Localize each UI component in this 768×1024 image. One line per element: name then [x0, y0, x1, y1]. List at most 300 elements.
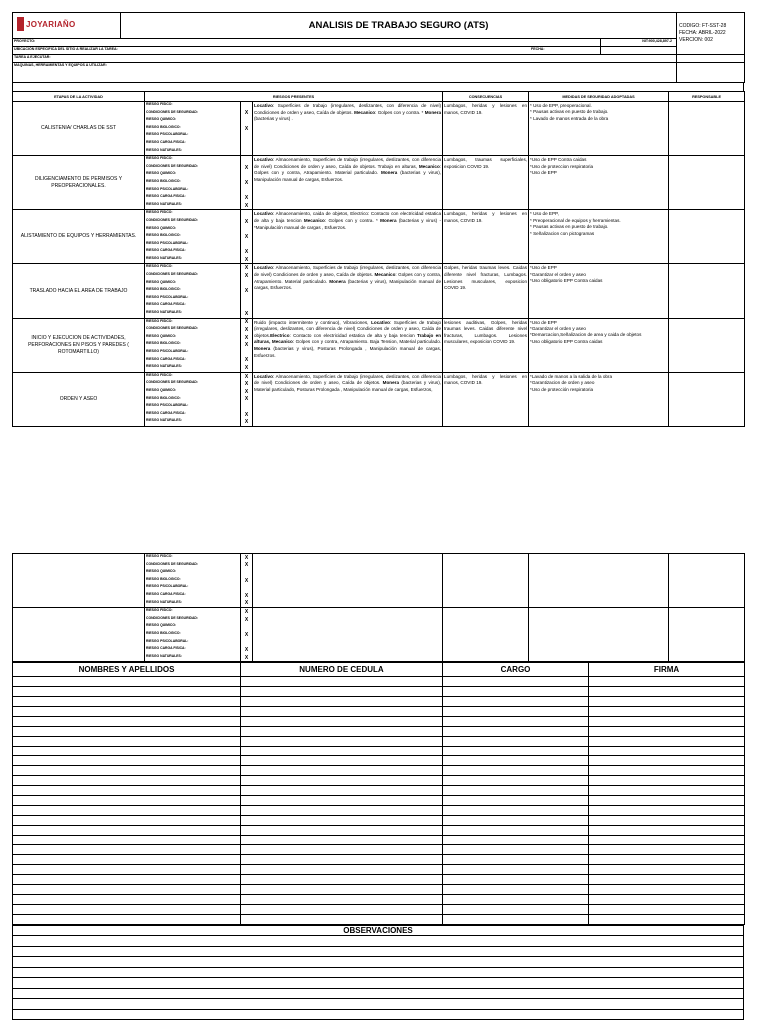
- activity-stage: ORDEN Y ASEO: [13, 372, 145, 426]
- nombre-cell[interactable]: [13, 796, 241, 806]
- risk-mark[interactable]: X: [244, 592, 249, 599]
- risk-label: RIESGO QUIMICO:: [146, 569, 177, 574]
- cargo-cell[interactable]: [443, 766, 589, 776]
- risk-label: RIESGO NATURALES:: [146, 364, 182, 369]
- risk-mark[interactable]: X: [244, 388, 249, 395]
- nombre-cell[interactable]: [13, 845, 241, 855]
- form-meta: [677, 13, 745, 55]
- firma-cell[interactable]: [589, 736, 745, 746]
- cargo-cell[interactable]: [443, 865, 589, 875]
- cargo-cell[interactable]: [443, 677, 589, 687]
- observation-line: [13, 957, 744, 968]
- activity-responsable[interactable]: [669, 608, 745, 662]
- nombre-cell[interactable]: [13, 865, 241, 875]
- firma-cell[interactable]: [589, 815, 745, 825]
- risk-mark[interactable]: X: [244, 608, 249, 615]
- risk-label: RIESGO PSICOLABORAL:: [146, 638, 189, 643]
- risk-mark[interactable]: X: [244, 319, 249, 326]
- risk-label: RIESGO NATURALES:: [146, 418, 182, 423]
- cedula-cell[interactable]: [241, 716, 443, 726]
- risk-mark[interactable]: X: [244, 288, 249, 295]
- risk-mark[interactable]: X: [244, 218, 249, 225]
- activity-responsable[interactable]: [669, 264, 745, 318]
- col-cargo: CARGO: [443, 663, 589, 677]
- nombre-cell[interactable]: [13, 766, 241, 776]
- cedula-cell[interactable]: [241, 835, 443, 845]
- activity-responsable[interactable]: [669, 372, 745, 426]
- signature-row: [13, 756, 745, 766]
- firma-cell[interactable]: [589, 855, 745, 865]
- risk-mark[interactable]: X: [244, 419, 249, 426]
- observation-cell[interactable]: [13, 978, 744, 989]
- risk-label: RIESGO CARGA FISICA:: [146, 410, 186, 415]
- cargo-cell[interactable]: [443, 796, 589, 806]
- observation-cell[interactable]: [13, 957, 744, 968]
- signature-row: [13, 697, 745, 707]
- cedula-cell[interactable]: [241, 746, 443, 756]
- nombre-cell[interactable]: [13, 697, 241, 707]
- risk-mark[interactable]: [241, 584, 252, 592]
- risk-marks: [241, 264, 253, 318]
- ubicacion-field[interactable]: [13, 47, 601, 55]
- col-riesgos: RIESGOS PRESENTES: [145, 92, 443, 102]
- cedula-cell[interactable]: [241, 697, 443, 707]
- firma-cell[interactable]: [589, 894, 745, 904]
- cargo-cell[interactable]: [443, 825, 589, 835]
- activity-responsable[interactable]: [669, 318, 745, 372]
- cargo-cell[interactable]: [443, 845, 589, 855]
- cedula-cell[interactable]: [241, 687, 443, 697]
- risk-label: RIESGO CARGA FISICA:: [146, 356, 186, 361]
- firma-cell[interactable]: [589, 716, 745, 726]
- risk-mark[interactable]: [241, 140, 252, 148]
- cedula-cell[interactable]: [241, 677, 443, 687]
- col-etapas: ETAPAS DE LA ACTIVIDAD: [13, 92, 145, 102]
- activity-stage: CALISTENIA/ CHARLAS DE SST: [13, 102, 145, 156]
- nombre-cell[interactable]: [13, 776, 241, 786]
- risk-mark[interactable]: X: [244, 654, 249, 661]
- cargo-cell[interactable]: [443, 697, 589, 707]
- risk-marks: [241, 156, 253, 210]
- form-code: CODIGO: FT-SST-28: [679, 23, 727, 29]
- firma-cell[interactable]: [589, 726, 745, 736]
- risk-mark[interactable]: X: [244, 396, 249, 403]
- firma-cell[interactable]: [589, 865, 745, 875]
- risk-label: CONDICIONES DE SEGURIDAD:: [146, 217, 198, 222]
- activity-medidas[interactable]: [529, 554, 669, 608]
- nombre-cell[interactable]: [13, 726, 241, 736]
- risk-mark[interactable]: X: [244, 364, 249, 371]
- risk-mark[interactable]: X: [244, 194, 249, 201]
- col-nombres: NOMBRES Y APELLIDOS: [13, 663, 241, 677]
- risk-list: [145, 318, 241, 372]
- firma-cell[interactable]: [589, 914, 745, 924]
- risk-mark[interactable]: [241, 132, 252, 140]
- risk-label: RIESGO PSICOLABORAL:: [146, 294, 189, 299]
- risk-mark[interactable]: X: [244, 357, 249, 364]
- signature-row: [13, 786, 745, 796]
- observation-cell[interactable]: [13, 967, 744, 978]
- risk-label: RIESGO BIOLOGICO:: [146, 395, 181, 400]
- activity-responsable[interactable]: [669, 210, 745, 264]
- maquinas-field[interactable]: MAQUINAS, HERRAMIENTAS Y EQUIPOS A UTILIZAR:: [13, 63, 677, 83]
- signature-row: [13, 904, 745, 914]
- cedula-cell[interactable]: [241, 726, 443, 736]
- activity-row: [13, 372, 745, 426]
- nombre-cell[interactable]: [13, 904, 241, 914]
- risk-label: RIESGO NATURALES:: [146, 310, 182, 315]
- risk-mark[interactable]: [241, 349, 252, 357]
- risk-mark[interactable]: X: [244, 233, 249, 240]
- risk-mark[interactable]: X: [244, 202, 249, 209]
- cargo-cell[interactable]: [443, 894, 589, 904]
- observations-title: OBSERVACIONES: [13, 925, 744, 936]
- risk-mark[interactable]: X: [244, 600, 249, 607]
- risk-label: RIESGO BIOLOGICO:: [146, 341, 181, 346]
- risk-label: CONDICIONES DE SEGURIDAD:: [146, 561, 198, 566]
- signature-row: [13, 736, 745, 746]
- cargo-cell[interactable]: [443, 756, 589, 766]
- risk-mark[interactable]: [241, 403, 252, 411]
- risk-mark[interactable]: X: [244, 577, 249, 584]
- cargo-cell[interactable]: [443, 776, 589, 786]
- risk-mark[interactable]: X: [244, 334, 249, 341]
- nombre-cell[interactable]: [13, 716, 241, 726]
- activity-stage: INICIO Y EJECUCION DE ACTIVIDADES, PERFORACIONES EN PISOS Y PAREDES ( ROTOMARTILLO): [13, 318, 145, 372]
- cargo-cell[interactable]: [443, 885, 589, 895]
- activity-row: [13, 318, 745, 372]
- cedula-cell[interactable]: [241, 904, 443, 914]
- firma-cell[interactable]: [589, 697, 745, 707]
- activity-consecuencias[interactable]: [443, 608, 529, 662]
- cedula-cell[interactable]: [241, 766, 443, 776]
- firma-cell[interactable]: [589, 776, 745, 786]
- signature-row: [13, 706, 745, 716]
- risk-mark[interactable]: [241, 302, 252, 310]
- nombre-cell[interactable]: [13, 914, 241, 924]
- risk-mark[interactable]: X: [244, 265, 249, 272]
- extra-risk-table: [12, 553, 745, 662]
- cargo-cell[interactable]: [443, 875, 589, 885]
- firma-cell[interactable]: [589, 805, 745, 815]
- observation-line: [13, 946, 744, 957]
- firma-cell[interactable]: [589, 885, 745, 895]
- risk-mark[interactable]: [241, 102, 252, 110]
- risk-mark[interactable]: X: [244, 272, 249, 279]
- risk-label: RIESGO PSICOLABORAL:: [146, 403, 189, 408]
- risk-mark[interactable]: X: [244, 256, 249, 263]
- nombre-cell[interactable]: [13, 825, 241, 835]
- proyecto-field[interactable]: PROYECTO:: [13, 39, 601, 47]
- firma-cell[interactable]: [589, 687, 745, 697]
- risk-mark[interactable]: X: [244, 164, 249, 171]
- cedula-cell[interactable]: [241, 914, 443, 924]
- risk-mark[interactable]: [241, 639, 252, 647]
- risk-marks: [241, 102, 253, 156]
- risk-label: RIESGO FISICO:: [146, 156, 173, 161]
- extra-activity-row: [13, 608, 745, 662]
- observation-cell[interactable]: [13, 936, 744, 947]
- firma-cell[interactable]: [589, 766, 745, 776]
- risk-label: RIESGO QUIMICO:: [146, 387, 177, 392]
- risk-label: RIESGO NATURALES:: [146, 255, 182, 260]
- firma-cell[interactable]: [589, 756, 745, 766]
- firma-cell[interactable]: [589, 825, 745, 835]
- risk-label: RIESGO QUIMICO:: [146, 171, 177, 176]
- activity-riesgos: Locativo: Almacenamiento, caida de objetos, Electrico: Contacto con electricidad estatica de alta y baja tencion Mecanico: Golpes con y contra. * Monera (bacterias y virus) - *Manipulación manual de cargas , Esfuerzos.: [253, 210, 443, 264]
- tarea-field[interactable]: TAREA A EJECUTAR:: [13, 55, 677, 63]
- extra-activity-row: [13, 554, 745, 608]
- risk-mark[interactable]: X: [244, 249, 249, 256]
- cargo-cell[interactable]: [443, 786, 589, 796]
- activity-riesgos: Ruido (impacto intermitente y continuo), Vibraciones, Locativo: Superficies de trabajo (irregulares, deslizantes, con diferencia de nivel) Condiciones de orden y aseo, Caída de objetos.Electrico: Contacto con electricidad estatica de alta y baja tencion Trabajo en alturas, Mecanico: Golpes con y contra, Atrapamiento. Baja Tension, Material particulado. Monera (bacterias y virus), Posturas Prolongada , Manipulación manual de cargas, Esfuerzos.: [253, 318, 443, 372]
- signature-row: [13, 766, 745, 776]
- cedula-cell[interactable]: [241, 776, 443, 786]
- risk-label: RIESGO NATURALES:: [146, 599, 182, 604]
- nombre-cell[interactable]: [13, 835, 241, 845]
- risk-mark[interactable]: [241, 295, 252, 303]
- risk-mark[interactable]: X: [244, 327, 249, 334]
- risk-mark[interactable]: [241, 241, 252, 249]
- signature-row: [13, 835, 745, 845]
- activity-medidas: * Uso de EPP, * Preoperacional de equipos y herramientas. * Pausas activas en puesto de trabajo. * Señalizacion con pictogramas: [529, 210, 669, 264]
- activity-consecuencias: Lumbagos, heridas y lesiones en manos, COVID 19.: [443, 102, 529, 156]
- risk-mark[interactable]: X: [244, 373, 249, 380]
- risk-marks: [241, 318, 253, 372]
- risk-label: RIESGO CARGA FISICA:: [146, 646, 186, 651]
- risk-label: RIESGO QUIMICO:: [146, 623, 177, 628]
- risk-mark[interactable]: [241, 226, 252, 234]
- activity-riesgos[interactable]: [253, 554, 443, 608]
- risk-label: CONDICIONES DE SEGURIDAD:: [146, 615, 198, 620]
- cedula-cell[interactable]: [241, 825, 443, 835]
- risk-list: [145, 372, 241, 426]
- cargo-cell[interactable]: [443, 914, 589, 924]
- nit-label: NIT:900,428,897-2: [601, 39, 677, 47]
- firma-cell[interactable]: [589, 845, 745, 855]
- cedula-cell[interactable]: [241, 796, 443, 806]
- risk-mark[interactable]: X: [244, 110, 249, 117]
- col-firma: FIRMA: [589, 663, 745, 677]
- cargo-cell[interactable]: [443, 815, 589, 825]
- risk-mark[interactable]: [241, 148, 252, 156]
- nombre-cell[interactable]: [13, 855, 241, 865]
- risk-label: RIESGO FISICO:: [146, 264, 173, 269]
- risk-mark[interactable]: X: [244, 646, 249, 653]
- activity-table: [12, 91, 745, 427]
- ats-form-continuation: [12, 553, 744, 1020]
- activity-medidas[interactable]: [529, 608, 669, 662]
- risk-label: RIESGO NATURALES:: [146, 147, 182, 152]
- activity-consecuencias: Lumbagos, heridas y lesiones en manos, COVID 19.: [443, 210, 529, 264]
- signature-row: [13, 875, 745, 885]
- activity-consecuencias: Golpes, heridas traumas leves. Caidas diferente nivel fracturas, Lumbagos. Lesiones musculares, exposicion COVID 19.: [443, 264, 529, 318]
- nombre-cell[interactable]: [13, 706, 241, 716]
- activity-stage: DILIGENCIAMENTO DE PERMISOS Y PREOPERACIONALES.: [13, 156, 145, 210]
- risk-label: CONDICIONES DE SEGURIDAD:: [146, 109, 198, 114]
- firma-cell[interactable]: [589, 875, 745, 885]
- risk-label: RIESGO PSICOLABORAL:: [146, 186, 189, 191]
- logo-wordmark: JOYARIAÑO: [26, 19, 76, 29]
- nombre-cell[interactable]: [13, 677, 241, 687]
- nombre-cell[interactable]: [13, 875, 241, 885]
- cargo-cell[interactable]: [443, 706, 589, 716]
- fecha-field-label: FECHA:: [531, 47, 545, 51]
- risk-mark[interactable]: [241, 156, 252, 164]
- risk-mark[interactable]: X: [244, 616, 249, 623]
- risk-label: RIESGO BIOLOGICO:: [146, 233, 181, 238]
- risk-mark[interactable]: [241, 187, 252, 195]
- risk-mark[interactable]: [241, 210, 252, 218]
- risk-label: RIESGO BIOLOGICO:: [146, 630, 181, 635]
- signature-row: [13, 815, 745, 825]
- firma-cell[interactable]: [589, 786, 745, 796]
- activity-medidas: *Uso de EPP *Garantizar el orden y aseo *Demarcacion,Señalizacion de area y caida de objetos *Uso obligatorio EPP Contra caidas: [529, 318, 669, 372]
- observation-cell[interactable]: [13, 988, 744, 999]
- risk-label: RIESGO FISICO:: [146, 372, 173, 377]
- risk-mark[interactable]: [241, 280, 252, 288]
- activity-consecuencias[interactable]: [443, 554, 529, 608]
- risk-marks: [241, 554, 253, 608]
- risk-label: RIESGO CARGA FISICA:: [146, 591, 186, 596]
- cedula-cell[interactable]: [241, 736, 443, 746]
- cedula-cell[interactable]: [241, 865, 443, 875]
- cedula-cell[interactable]: [241, 845, 443, 855]
- activity-riesgos: Locativo: Almacenamiento, Superficies de trabajo (irregulares, deslizantes, con diferencia de nivel) Condiciones de orden y aseo, Caída de objetos. Monera (bacterias y virus), Material particulado, Posturas Prolongada , Manipulación manual de cargas, Esfuerzos,: [253, 372, 443, 426]
- activity-consecuencias: Lumbagos, traumas superficiales, exposicion COVID 19.: [443, 156, 529, 210]
- risk-label: RIESGO NATURALES:: [146, 653, 182, 658]
- observation-cell[interactable]: [13, 1009, 744, 1020]
- risk-mark[interactable]: X: [244, 562, 249, 569]
- firma-cell[interactable]: [589, 835, 745, 845]
- activity-responsable[interactable]: [669, 156, 745, 210]
- activity-riesgos: Locativo: Almacenamiento, Superficies de trabajo (irregulares, deslizantes, con diferencia de nivel) Condiciones de orden y aseo, Caída de objetos. Mecanico: Golpes con y contra, Atrapamiento. Material particulado. Monera (bacterias y virus), Manipulación manual de cargas, Esfuerzos.: [253, 264, 443, 318]
- risk-mark[interactable]: X: [244, 381, 249, 388]
- risk-label: RIESGO QUIMICO:: [146, 117, 177, 122]
- risk-label: CONDICIONES DE SEGURIDAD:: [146, 326, 198, 331]
- risk-mark[interactable]: [241, 623, 252, 631]
- cargo-cell[interactable]: [443, 736, 589, 746]
- nombre-cell[interactable]: [13, 687, 241, 697]
- signature-row: [13, 885, 745, 895]
- risk-mark[interactable]: X: [244, 411, 249, 418]
- risk-marks: [241, 608, 253, 662]
- cedula-cell[interactable]: [241, 885, 443, 895]
- cedula-cell[interactable]: [241, 815, 443, 825]
- cargo-cell[interactable]: [443, 726, 589, 736]
- cargo-cell[interactable]: [443, 835, 589, 845]
- cedula-cell[interactable]: [241, 706, 443, 716]
- firma-cell[interactable]: [589, 677, 745, 687]
- risk-list: [145, 264, 241, 318]
- observation-cell[interactable]: [13, 946, 744, 957]
- signature-row: [13, 716, 745, 726]
- cargo-cell[interactable]: [443, 904, 589, 914]
- cargo-cell[interactable]: [443, 746, 589, 756]
- col-medidas: MEDIDAS DE SEGURIDAD ADOPTADAS: [529, 92, 669, 102]
- activity-responsable[interactable]: [669, 554, 745, 608]
- nombre-cell[interactable]: [13, 786, 241, 796]
- activity-riesgos[interactable]: [253, 608, 443, 662]
- cedula-cell[interactable]: [241, 855, 443, 865]
- activity-riesgos: Locativo: Superficies de trabajo (irregulares, deslizantes, con diferencia de nivel) Condiciones de orden y aseo, Caída de objetos. Mecanico: Golpes con y contra. * Monera (bacterias y virus) .: [253, 102, 443, 156]
- nombre-cell[interactable]: [13, 805, 241, 815]
- cargo-cell[interactable]: [443, 805, 589, 815]
- activity-row: [13, 210, 745, 264]
- observation-line: [13, 936, 744, 947]
- signature-table: [12, 662, 745, 924]
- cedula-cell[interactable]: [241, 756, 443, 766]
- nombre-cell[interactable]: [13, 894, 241, 904]
- risk-label: RIESGO PSICOLABORAL:: [146, 132, 189, 137]
- activity-responsable[interactable]: [669, 102, 745, 156]
- risk-mark[interactable]: X: [244, 310, 249, 317]
- risk-label: RIESGO BIOLOGICO:: [146, 124, 181, 129]
- cedula-cell[interactable]: [241, 805, 443, 815]
- risk-mark[interactable]: [241, 569, 252, 577]
- cedula-cell[interactable]: [241, 894, 443, 904]
- cargo-cell[interactable]: [443, 855, 589, 865]
- risk-label: RIESGO PSICOLABORAL:: [146, 240, 189, 245]
- nombre-cell[interactable]: [13, 815, 241, 825]
- risk-label: RIESGO FISICO:: [146, 210, 173, 215]
- risk-list: [145, 102, 241, 156]
- risk-mark[interactable]: [241, 117, 252, 125]
- firma-cell[interactable]: [589, 746, 745, 756]
- col-cedula: NUMERO DE CEDULA: [241, 663, 443, 677]
- risk-label: RIESGO QUIMICO:: [146, 225, 177, 230]
- nombre-cell[interactable]: [13, 885, 241, 895]
- risk-mark[interactable]: X: [244, 179, 249, 186]
- observation-cell[interactable]: [13, 999, 744, 1010]
- signature-row: [13, 726, 745, 736]
- activity-medidas: *Lavado de manos a la salida de la obra *Garantizacion de orden y aseo *Uso de protección respiratoria: [529, 372, 669, 426]
- risk-label: RIESGO PSICOLABORAL:: [146, 349, 189, 353]
- nombre-cell[interactable]: [13, 736, 241, 746]
- activity-stage: TRASLADO HACIA EL AREA DE TRABAJO: [13, 264, 145, 318]
- observation-line: [13, 978, 744, 989]
- activity-stage[interactable]: [13, 554, 145, 608]
- cargo-cell[interactable]: [443, 716, 589, 726]
- risk-mark[interactable]: X: [244, 631, 249, 638]
- activity-row: [13, 264, 745, 318]
- signature-row: [13, 677, 745, 687]
- firma-cell[interactable]: [589, 706, 745, 716]
- cargo-cell[interactable]: [443, 687, 589, 697]
- cedula-cell[interactable]: [241, 875, 443, 885]
- risk-list: [145, 156, 241, 210]
- risk-mark[interactable]: X: [244, 125, 249, 132]
- ats-form-page: [12, 12, 744, 427]
- activity-stage[interactable]: [13, 608, 145, 662]
- firma-cell[interactable]: [589, 904, 745, 914]
- cedula-cell[interactable]: [241, 786, 443, 796]
- activity-medidas: * Uso de EPP, preoperacional. * Pausas activas en puesto de trabajo. * Lavado de manos entrada de la obra: [529, 102, 669, 156]
- ubicacion-label: UBICACIÓN ESPECIFICA DEL SITIO A REALIZAR LA TAREA:: [14, 47, 118, 51]
- signature-row: [13, 687, 745, 697]
- activity-row: [13, 156, 745, 210]
- risk-mark[interactable]: [241, 171, 252, 179]
- nombre-cell[interactable]: [13, 746, 241, 756]
- signature-row: [13, 914, 745, 924]
- form-date: FECHA: ABRIL-2022: [679, 30, 726, 36]
- risk-mark[interactable]: X: [244, 342, 249, 349]
- risk-list: [145, 608, 241, 662]
- nombre-cell[interactable]: [13, 756, 241, 766]
- signature-row: [13, 746, 745, 756]
- risk-mark[interactable]: X: [244, 554, 249, 561]
- firma-cell[interactable]: [589, 796, 745, 806]
